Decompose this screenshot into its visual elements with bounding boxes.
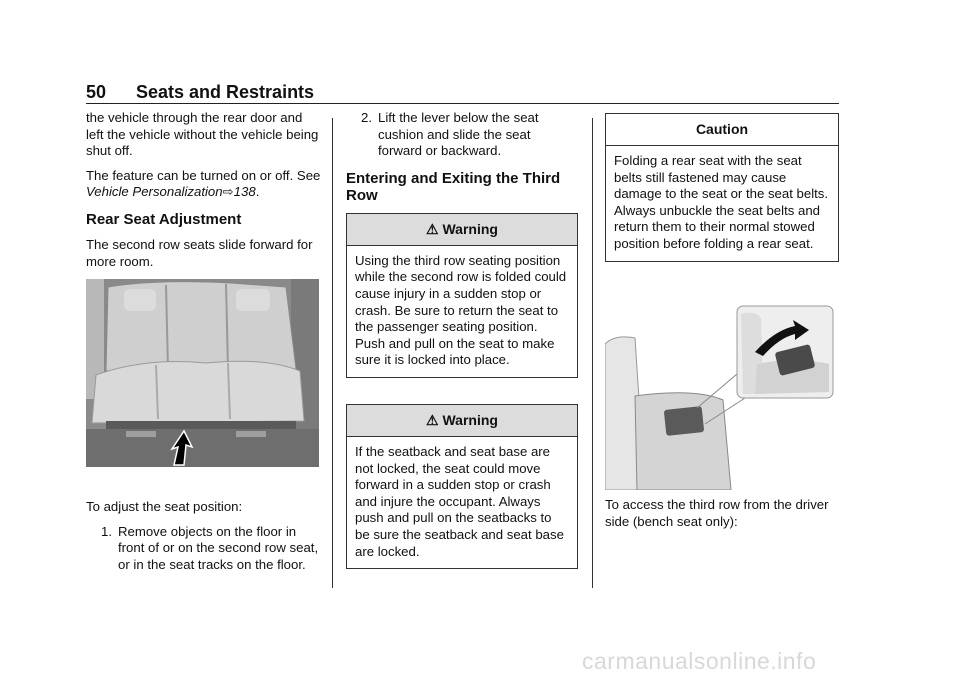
paragraph: To adjust the seat position: xyxy=(86,499,243,515)
caution-header: Caution xyxy=(606,114,838,146)
page-header xyxy=(86,82,314,103)
cross-reference-link[interactable]: Vehicle Personalization xyxy=(86,184,223,200)
column-3 xyxy=(605,113,839,270)
warning-icon: ⚠ xyxy=(426,220,439,237)
warning-box xyxy=(346,213,578,378)
seatback-lever-illustration xyxy=(605,304,835,490)
rear-seat-illustration xyxy=(86,279,319,467)
section-heading: Entering and Exiting the Third Row xyxy=(346,169,561,204)
page-number: 50 xyxy=(86,82,107,102)
page-ref[interactable]: 138 xyxy=(233,184,256,200)
warning-header: ⚠ Warning xyxy=(347,405,577,437)
paragraph-feature: The feature can be turned on or off. See Vehicle Personalization⇨138. xyxy=(86,167,321,200)
list-item: 1. Remove objects on the floor in front of or on the second row seat, or in the seat tracks on the floor. xyxy=(101,523,319,572)
caution-body: Folding a rear seat with the seat belts still fastened may cause damage to the seat or the seat belts. Always unbuckle the seat belts and return them to their normal stowed position before folding a rear seat. xyxy=(614,153,829,251)
paragraph: To access the third row from the driver side (bench seat only): xyxy=(605,497,829,529)
page-ref-arrow-icon: ⇨ xyxy=(222,184,234,200)
column-2 xyxy=(346,110,578,577)
warning-header: ⚠ Warning xyxy=(347,214,577,246)
caution-box xyxy=(605,113,839,262)
section-heading: Rear Seat Adjustment xyxy=(86,210,242,228)
column-divider xyxy=(592,118,593,588)
warning-body: If the seatback and seat base are not locked, the seat could move forward in a sudden stop or crash and injure the occupant. Always push and pull on the seatbacks to be sure the seatback and seat base are locked. xyxy=(355,443,564,559)
watermark: carmanualsonline.info xyxy=(582,648,817,674)
column-divider xyxy=(332,118,333,588)
list-item: 2. Lift the lever below the seat cushion and slide the seat forward or backward. xyxy=(361,110,539,159)
column-3-text xyxy=(605,497,839,538)
warning-icon: ⚠ xyxy=(426,411,439,428)
warning-box xyxy=(346,404,578,569)
paragraph: the vehicle through the rear door and left the vehicle without the vehicle being shut off. xyxy=(86,110,319,159)
warning-body: Using the third row seating position while the second row is folded could cause injury in a sudden stop or crash. Be sure to return the seat to the passenger seating position. Push and pull on the seat to make sure it is locked into place. xyxy=(355,252,567,368)
header-rule xyxy=(86,103,839,104)
paragraph: The second row seats slide forward for more room. xyxy=(86,236,313,269)
section-title: Seats and Restraints xyxy=(136,82,315,102)
